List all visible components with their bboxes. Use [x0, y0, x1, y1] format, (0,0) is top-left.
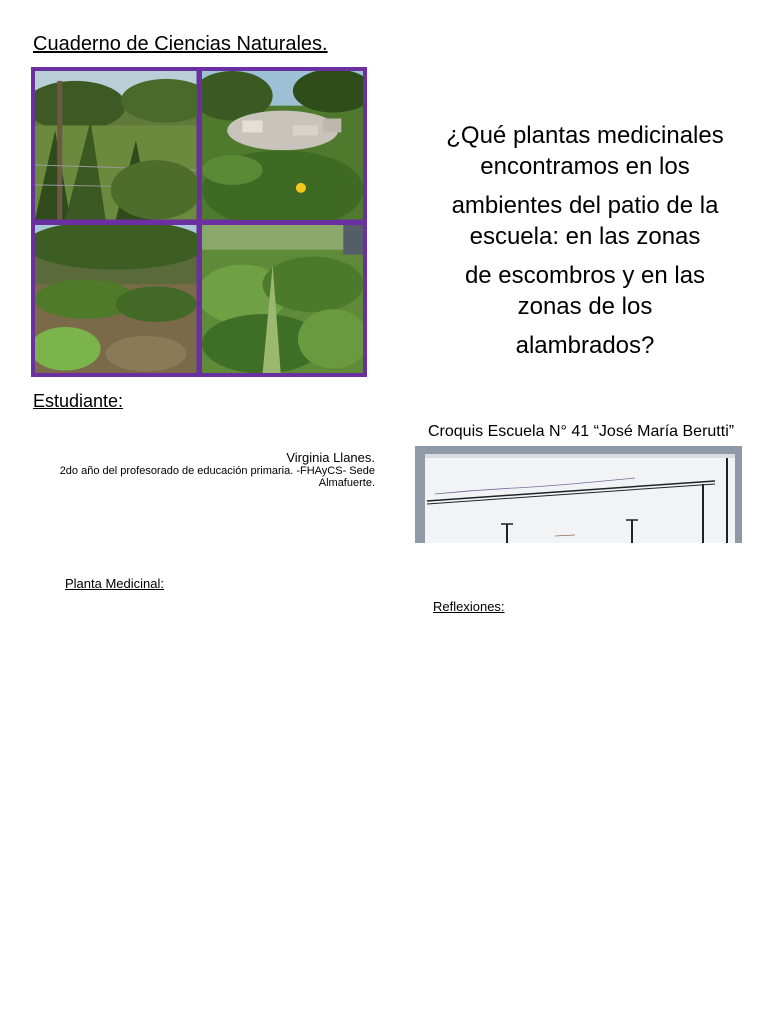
photo-rubble-area: [202, 71, 364, 220]
croquis-title: Croquis Escuela N° 41 “José María Berutti”: [428, 423, 735, 440]
question-line: ¿Qué plantas medicinales encontramos en los: [446, 122, 724, 180]
document-title: Cuaderno de Ciencias Naturales.: [33, 33, 328, 55]
question-line: ambientes del patio de la escuela: en las zonas: [451, 192, 719, 250]
school-sketch-photo: [415, 446, 742, 543]
photo-plants-closeup: [202, 225, 364, 374]
question-line: alambrados?: [515, 332, 655, 359]
photo-shade-area: [35, 225, 197, 374]
question-line: de escombros y en las zonas de los: [464, 262, 706, 320]
author-detail: 2do año del profesorado de educación primaria. -FHAyCS- Sede Almafuerte.: [59, 465, 375, 489]
plant-medicinal-label: Planta Medicinal:: [65, 576, 164, 591]
student-label: Estudiante:: [33, 391, 124, 411]
research-question: [440, 120, 730, 369]
reflections-label: Reflexiones:: [433, 599, 505, 614]
photo-fence-area: [35, 71, 197, 220]
photo-collage: [31, 67, 367, 377]
author-name: Virginia Llanes.: [286, 450, 375, 465]
